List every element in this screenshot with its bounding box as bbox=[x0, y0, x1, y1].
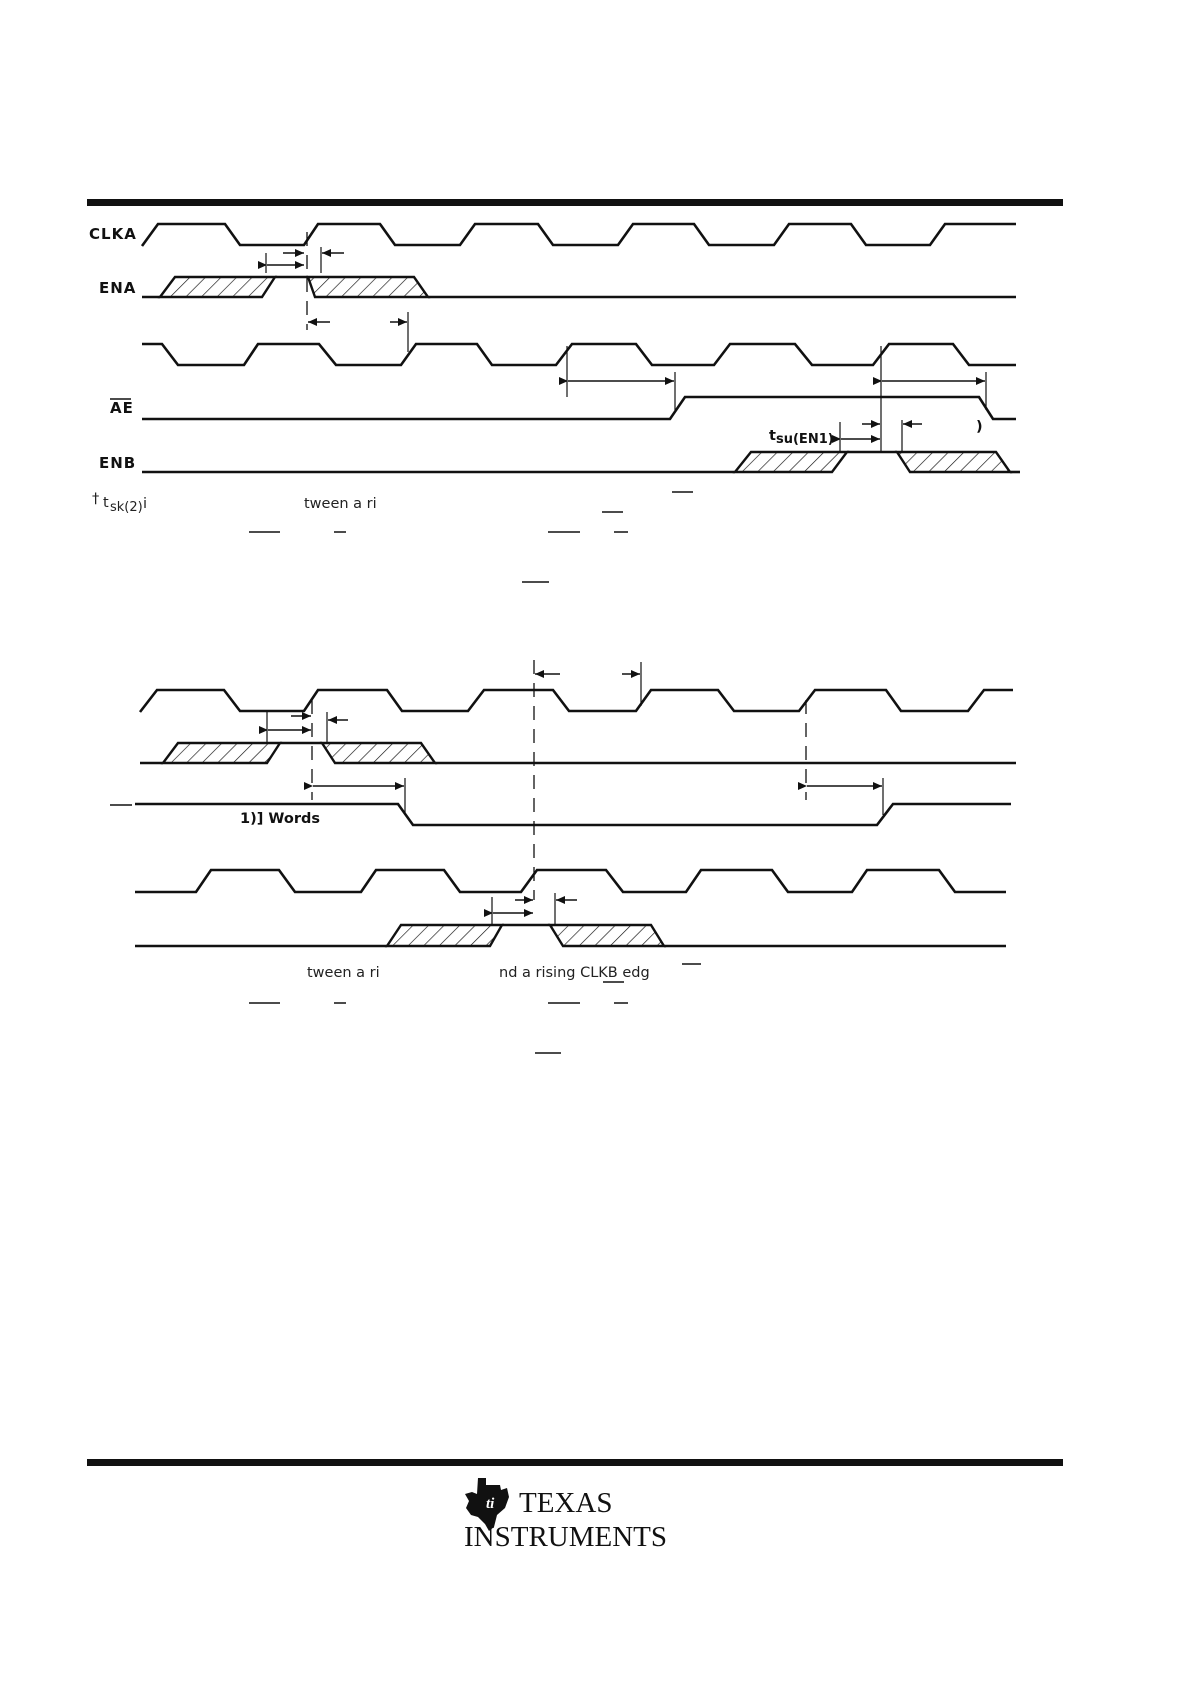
top-rule bbox=[87, 199, 1063, 206]
clkb-waveform bbox=[142, 344, 1016, 365]
paren-label: ) bbox=[976, 419, 983, 435]
enb-transition-2 bbox=[897, 452, 1010, 472]
clkb2-waveform bbox=[135, 870, 1006, 892]
enb-transition-1 bbox=[735, 452, 847, 472]
enb2-transition-2 bbox=[550, 925, 664, 946]
ena2-transition-1 bbox=[163, 743, 280, 763]
ena2-transition-2 bbox=[322, 743, 435, 763]
enb2-transition-1 bbox=[387, 925, 502, 946]
tsu-en1-prefix: t bbox=[769, 428, 776, 444]
ae-waveform bbox=[142, 397, 1016, 419]
logo-line-2: INSTRUMENTS bbox=[464, 1521, 668, 1553]
clka2-waveform bbox=[140, 690, 1013, 712]
ena-transition-1 bbox=[160, 277, 275, 297]
clka-waveform bbox=[142, 224, 1016, 246]
diagram-1 bbox=[89, 224, 1020, 582]
words-label: 1)] Words bbox=[240, 811, 320, 827]
footnote-sub: sk(2) bbox=[110, 500, 143, 515]
ae-label: AE bbox=[110, 399, 134, 417]
footnote-t: t bbox=[103, 495, 109, 511]
footnote2-text-2: nd a rising CLKB edg bbox=[499, 965, 650, 981]
logo-line-1: TEXAS bbox=[519, 1487, 613, 1519]
diagram-2 bbox=[110, 660, 1016, 1053]
footnote-i: i bbox=[143, 496, 148, 512]
ena-label: ENA bbox=[99, 279, 137, 297]
footnote-text-1: tween a ri bbox=[304, 496, 377, 512]
enb-label: ENB bbox=[99, 454, 137, 472]
footnote-dagger: † bbox=[92, 491, 100, 507]
footnote2-text-1: tween a ri bbox=[307, 965, 380, 981]
bottom-rule bbox=[87, 1459, 1063, 1466]
ti-mark-text: ti bbox=[486, 1496, 495, 1512]
tsu-en1-sub: su(EN1) bbox=[776, 432, 834, 447]
clka-label: CLKA bbox=[89, 225, 137, 243]
texas-instruments-logo bbox=[464, 1478, 667, 1553]
ena-transition-2 bbox=[308, 277, 428, 297]
